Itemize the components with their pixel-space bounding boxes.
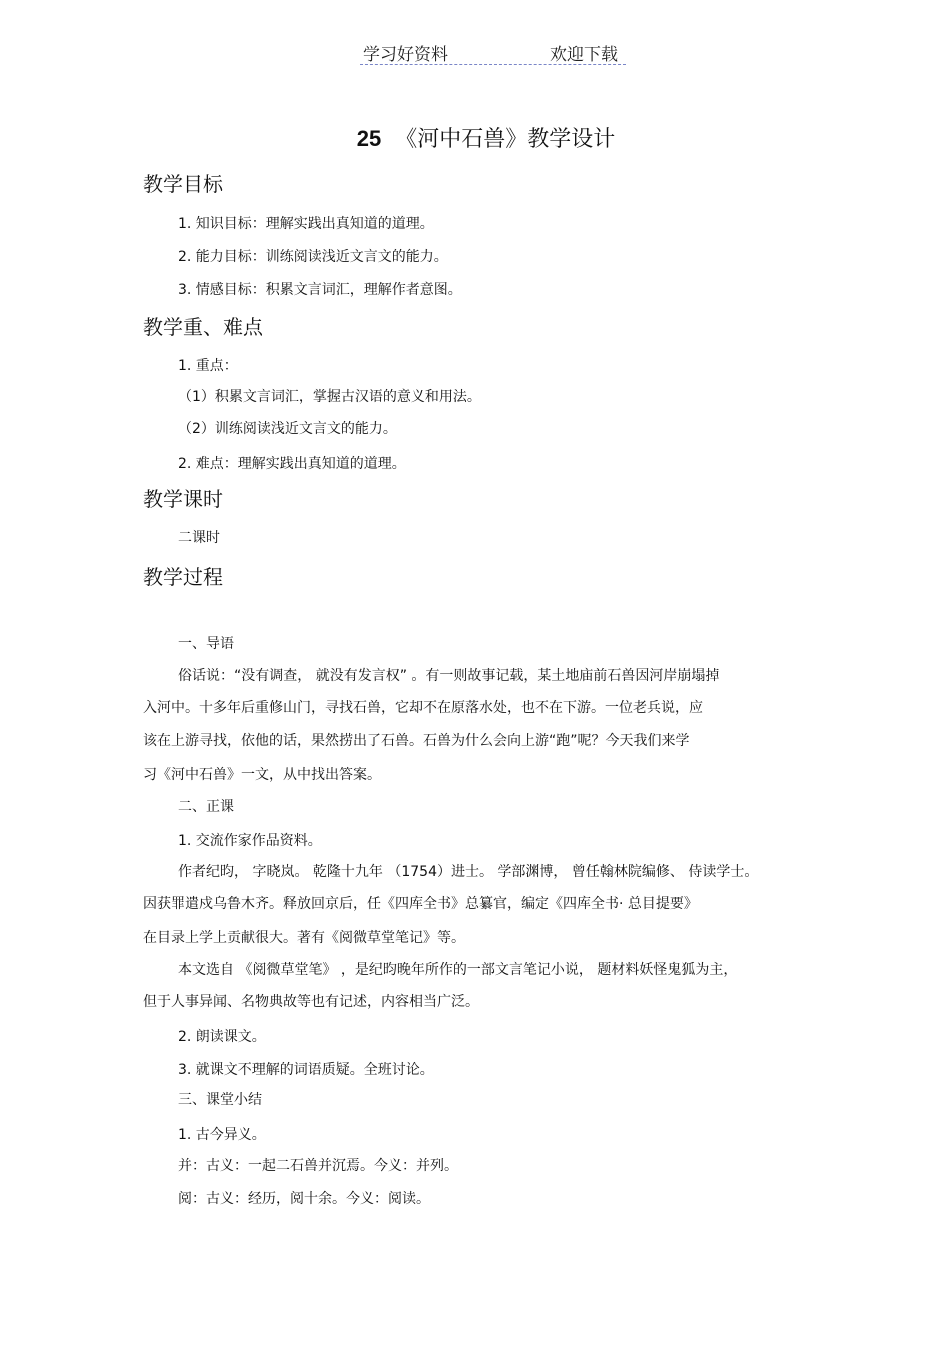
- header-underline: [360, 64, 626, 65]
- hours-text: 二课时: [178, 530, 220, 546]
- process-line: 2. 朗读课文。: [178, 1029, 266, 1045]
- key-point-line: 1. 重点：: [178, 358, 238, 374]
- goal-item: 1. 知识目标：理解实践出真知道的道理。: [178, 216, 434, 232]
- process-line: 3. 就课文不理解的词语质疑。全班讨论。: [178, 1062, 434, 1078]
- process-line: 习《河中石兽》一文，从中找出答案。: [143, 767, 381, 783]
- key-point-line: （1）积累文言词汇，掌握古汉语的意义和用法。: [178, 389, 481, 405]
- process-line: 该在上游寻找，依他的话，果然捞出了石兽。石兽为什么会向上游“跑”呢？今天我们来学: [143, 733, 690, 749]
- process-line: 但于人事异闻、名物典故等也有记述，内容相当广泛。: [143, 994, 479, 1010]
- key-point-line: 2. 难点：理解实践出真知道的道理。: [178, 456, 406, 472]
- document-title: [0, 122, 950, 153]
- process-line: 一、导语: [178, 636, 234, 652]
- process-line: 阅：古义：经历，阅十余。今义：阅读。: [178, 1191, 430, 1207]
- process-line: 本文选自 《阅微草堂笔》 ，是纪昀晚年所作的一部文言笔记小说， 题材料妖怪鬼狐为主，: [178, 962, 738, 978]
- goal-item: 2. 能力目标：训练阅读浅近文言文的能力。: [178, 249, 448, 265]
- process-line: 俗话说：“没有调查， 就没有发言权” 。有一则故事记载，某土地庙前石兽因河岸崩塌掉: [178, 668, 720, 684]
- goal-item: 3. 情感目标：积累文言词汇，理解作者意图。: [178, 282, 462, 298]
- process-line: 作者纪昀， 字晓岚。 乾隆十九年 （1754）进士。 学部渊博， 曾任翰林院编修、 侍读学士。: [178, 864, 759, 880]
- key-point-line: （2）训练阅读浅近文言文的能力。: [178, 421, 397, 437]
- process-line: 因获罪遣戍乌鲁木齐。释放回京后，任《四库全书》总纂官，编定《四库全书· 总目提要》: [143, 896, 698, 912]
- process-line: 入河中。十多年后重修山门，寻找石兽，它却不在原落水处，也不在下游。一位老兵说，应: [143, 700, 703, 716]
- heading-goals: 教学目标: [143, 172, 223, 196]
- heading-key-points: 教学重、难点: [143, 315, 263, 339]
- process-line: 三、课堂小结: [178, 1092, 262, 1108]
- header-right-text: 欢迎下载: [550, 45, 618, 65]
- process-line: 并：古义：一起二石兽并沉焉。今义：并列。: [178, 1158, 458, 1174]
- process-line: 二、正课: [178, 799, 234, 815]
- process-line: 1. 交流作家作品资料。: [178, 833, 322, 849]
- header-left-text: 学习好资料: [363, 45, 448, 65]
- title-number: 25: [356, 126, 382, 151]
- heading-process: 教学过程: [143, 565, 223, 589]
- heading-hours: 教学课时: [143, 487, 223, 511]
- process-line: 1. 古今异义。: [178, 1127, 266, 1143]
- process-line: 在目录上学上贡献很大。著有《阅微草堂笔记》等。: [143, 930, 465, 946]
- title-text: 《河中石兽》教学设计: [395, 127, 616, 152]
